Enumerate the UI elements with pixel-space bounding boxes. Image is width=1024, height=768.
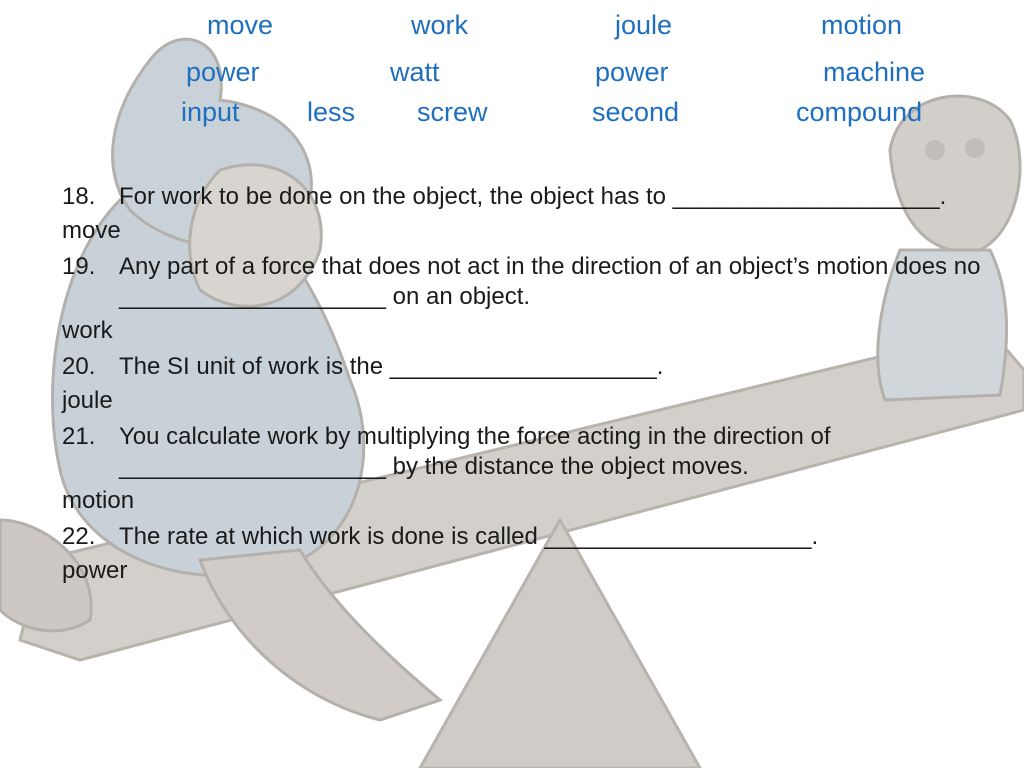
word-bank-less: less xyxy=(307,97,356,127)
answer-19: work xyxy=(62,317,113,344)
question-number: 20. xyxy=(62,353,96,380)
word-bank-joule: joule xyxy=(615,10,673,40)
question-number: 18. xyxy=(62,183,96,210)
question-number: 21. xyxy=(62,423,96,450)
question-number: 19. xyxy=(62,253,96,280)
word-bank-input: input xyxy=(181,97,240,127)
question-text: You calculate work by multiplying the force acting in the direction of ____________________ by the distance the object moves. xyxy=(119,423,831,480)
word-bank-work: work xyxy=(411,10,469,40)
word-bank xyxy=(0,0,1024,140)
answer-20: joule xyxy=(62,387,113,414)
answer-18: move xyxy=(62,217,121,244)
question-text: For work to be done on the object, the object has to ____________________. xyxy=(119,183,947,210)
question-18 xyxy=(62,182,982,212)
word-bank-machine: machine xyxy=(823,57,926,87)
question-text: The rate at which work is done is called ____________________. xyxy=(119,523,819,550)
question-list xyxy=(62,182,982,592)
word-bank-screw: screw xyxy=(417,97,488,127)
question-21 xyxy=(62,422,982,482)
question-22 xyxy=(62,522,982,552)
question-number: 22. xyxy=(62,523,96,550)
word-bank-move: move xyxy=(207,10,274,40)
question-text: The SI unit of work is the ____________________. xyxy=(119,353,664,380)
question-text: Any part of a force that does not act in the direction of an object’s motion does no ____________________ on an object. xyxy=(119,253,981,310)
word-bank-motion: motion xyxy=(821,10,903,40)
answer-22: power xyxy=(62,557,128,584)
answer-21: motion xyxy=(62,487,135,514)
word-bank-power: power xyxy=(595,57,669,87)
word-bank-compound: compound xyxy=(796,97,923,127)
question-20 xyxy=(62,352,982,382)
word-bank-second: second xyxy=(592,97,680,127)
word-bank-watt: watt xyxy=(390,57,440,87)
word-bank-power: power xyxy=(186,57,260,87)
question-19 xyxy=(62,252,982,312)
